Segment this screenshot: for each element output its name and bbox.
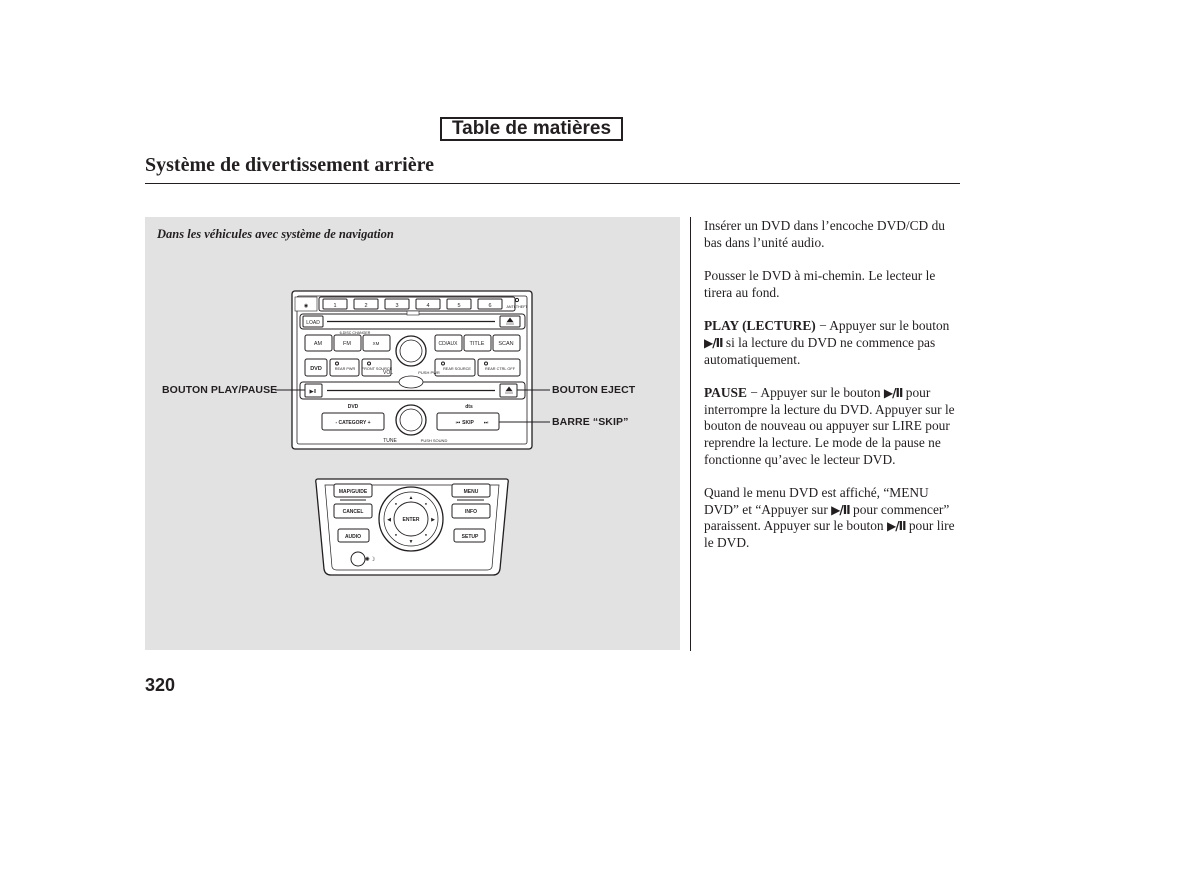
audio-button[interactable]: AUDIO [344,534,362,540]
push-pwr-label: PUSH PWR [418,370,440,375]
panel-caption: Dans les véhicules avec système de navigation [157,227,394,241]
arrow-right-icon[interactable]: ▶ [431,517,435,523]
fm-button[interactable]: FM [343,341,351,347]
title-rule [145,183,960,184]
dvd-button[interactable]: DVD [310,366,322,372]
category-bar[interactable]: - CATEGORY + [335,420,371,426]
column-divider [690,217,691,651]
tune-label: TUNE [383,438,397,444]
svg-text:●: ● [394,532,398,537]
rear-pwr-button[interactable]: REAR PWR [334,367,356,371]
paragraph-push-dvd: Pousser le DVD à mi-chemin. Le lecteur le tirera au fond. [704,268,936,300]
brightness-icon[interactable]: ✺☽ [364,557,376,563]
play-pause-button[interactable]: ▶Ⅱ [309,389,317,395]
paragraph-play: PLAY (LECTURE) − Appuyer sur le bouton ▶/Ⅱ si la lecture du DVD ne commence pas automatiquement. [704,318,950,367]
disc-icon: ◉ [303,303,309,309]
paragraph-insert-dvd: Insérer un DVD dans l’encoche DVD/CD du bas dans l’unité audio. [704,218,945,250]
play-term: PLAY (LECTURE) [704,318,816,334]
info-button[interactable]: INFO [465,509,477,515]
table-of-contents-button[interactable]: Table de matières [440,117,623,141]
callout-play-pause: BOUTON PLAY/PAUSE [162,384,278,396]
svg-text:●: ● [394,501,398,506]
paragraph-pause: PAUSE − Appuyer sur le bouton ▶/Ⅱ pour interrompre la lecture du DVD. Appuyer sur le bouton de nouveau ou appuyer sur LIRE pour reprendre la lecture. Le mode de la pause ne fonctionne qu’avec le lecteur DVD. [704,385,955,467]
push-sound-label: PUSH SOUND [420,438,448,443]
play-pause-icon: ▶/Ⅱ [886,519,906,534]
preset-3[interactable]: 3 [395,303,399,309]
preset-2[interactable]: 2 [364,303,368,309]
svg-text:●: ● [424,501,428,506]
rear-ctrl-off-button[interactable]: REAR CTRL OFF [484,367,516,371]
preset-6[interactable]: 6 [488,303,492,309]
anti-theft-label: ANTI-THEFT [506,305,528,309]
audio-nav-diagram [145,217,680,650]
vol-label: VOL [382,370,394,376]
arrow-left-icon[interactable]: ◀ [387,517,391,523]
map-guide-button[interactable]: MAP/GUIDE [338,489,368,495]
pause-term: PAUSE [704,385,747,401]
dvd-logo: DVD [347,404,359,410]
callout-eject: BOUTON EJECT [552,384,636,396]
enter-button[interactable]: ENTER [402,517,420,523]
play-pause-icon: ▶/Ⅱ [704,335,723,350]
play-pause-icon: ▶/Ⅱ [883,386,903,401]
paragraph-dvd-menu: Quand le menu DVD est affiché, “MENU DVD” et “Appuyer sur ▶/Ⅱ pour commencer” paraissent. Appuyer sur le bouton ▶/Ⅱ pour lire le DVD. [704,485,955,550]
section-title: Système de divertissement arrière [145,154,434,176]
scan-button[interactable]: SCAN [498,341,514,347]
preset-4[interactable]: 4 [426,303,430,309]
rear-source-button[interactable]: REAR SOURCE [443,367,471,371]
callout-skip: BARRE “SKIP” [552,416,629,428]
cd-aux-button[interactable]: CD/AUX [438,341,458,347]
cancel-button[interactable]: CANCEL [342,509,364,515]
dts-logo: dts [465,404,473,410]
menu-button[interactable]: MENU [463,489,479,495]
load-button[interactable]: LOAD [306,320,320,326]
preset-1[interactable]: 1 [333,303,337,309]
svg-text:●: ● [424,532,428,537]
skip-bar[interactable]: SKIP [462,420,474,426]
instruction-column [704,218,962,569]
disc-changer-label: 6-DISC CHANGER [339,331,371,335]
arrow-up-icon[interactable]: ▲ [408,495,414,501]
setup-button[interactable]: SETUP [461,534,479,540]
front-source-button[interactable]: FRONT SOURCE [361,367,393,371]
page-number: 320 [145,675,176,695]
skip-forward-icon[interactable]: ⏭ [483,420,489,426]
am-button[interactable]: AM [313,341,323,347]
xm-button[interactable]: XM [372,341,380,346]
preset-5[interactable]: 5 [457,303,461,309]
play-pause-icon: ▶/Ⅱ [831,502,850,517]
skip-back-icon[interactable]: ⏮ [455,420,461,426]
title-button[interactable]: TITLE [469,341,485,347]
arrow-down-icon[interactable]: ▼ [408,539,414,545]
